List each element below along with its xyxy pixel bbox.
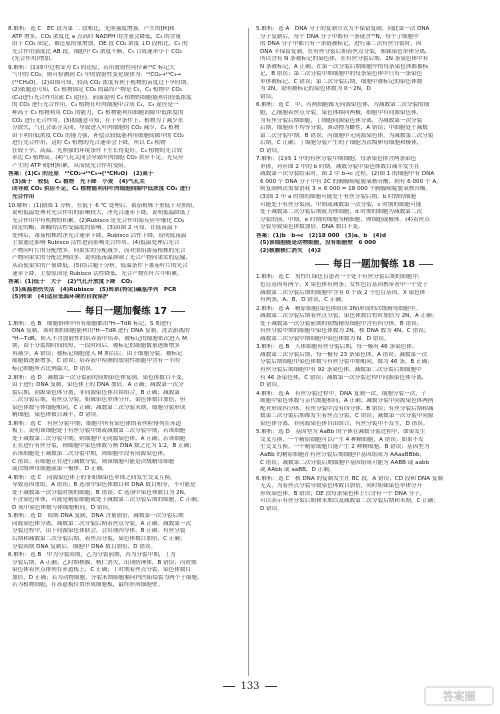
text-line: CO₂ 进行光合作用。(3)据题意可知，在干旱条件下，植物为了减少水 xyxy=(12,117,184,124)
answer-item xyxy=(8,65,244,171)
text-line: 光合作用强度比 AB 段，细胞中 C₅ 浓度不断，C₅ 合成速率小于 CO₂ xyxy=(12,48,182,55)
text-line: 由于利用低浓度 CO₂ 的能力强，补偿点较低能利用细胞间隙中的 CO₂ xyxy=(12,132,184,139)
answer-item xyxy=(256,391,492,429)
text-line: 后期，细胞质不均等分裂，该动物为雌性，A 错误；甲细胞处于减数 xyxy=(260,125,428,132)
text-line: (3)高于 较低 C₄ 植物 光下降 小麦 (4)气孔关 xyxy=(12,178,145,185)
text-line: 分裂间期 DNA 复制后，细胞中 DNA 数目加倍，D 错误。 xyxy=(12,543,157,550)
text-line: 细胞中染色体数与亲代细胞相同，A 正确；减数分裂中同源染色体两两 xyxy=(260,398,434,405)
text-line: 主要通过影响 Rubisco 活性进而影响光合作用。(4)低温处理后光合 xyxy=(12,240,180,247)
heading-rule-right xyxy=(171,311,185,312)
text-line: 减数第一次分裂结束时，图 2 中 b→c 过程。(2)图 1 的细胞中有 DNA xyxy=(260,171,435,178)
answer-item xyxy=(256,102,492,155)
answer-item xyxy=(256,429,492,474)
text-line: (2)依题意可知，C₃ 植物固定 CO₂ 的最终产物是 C₃，C₄ 植物中 CO₂ xyxy=(12,87,183,94)
text-line: 9.解析：(1)图中过程①为 C₃ 的还原，若用放射性同位素¹⁴C 标记大 xyxy=(8,64,175,71)
text-line: 期，由于分裂期时间较短，一段时间后，被标记的细胞数量逐渐增多 xyxy=(12,343,180,350)
text-line: (5)转录 (4)适应低温环境的自我保护 xyxy=(12,294,109,301)
text-line: 染色体分离，非同源染色体自由组合，有丝分裂中不发生，D 错误。 xyxy=(260,420,429,427)
text-line: DNA 复制，该时期的细胞能利用³H—TdR 进行 DNA 复制，洗去游离的 xyxy=(12,328,190,335)
text-line: 或次级卵母细胞或第一极体，D 正确。 xyxy=(12,466,108,473)
text-line: 4.解析：选 A 有丝分裂过程中，DNA 复制一次，细胞分裂一次，子 xyxy=(256,390,427,397)
answer-item xyxy=(256,26,492,101)
text-line: 种高于 C₃ 植物利用 CO₂ 的能力，C₄ 植物能利用细胞间隙中低浓度的 xyxy=(12,110,184,117)
text-line: C 错误；若细胞正在进行减数分裂，则该细胞可能是次级精母细胞 xyxy=(12,458,175,465)
text-line: 分散失，气孔会部分关闭，导致进入叶肉细胞的 CO₂ 减少，C₄ 植物 xyxy=(12,125,180,132)
text-line: 由于 CO₂ 固定，被还原的量增加，DE 段 CO₂ 浓度 ↓D 段相比，C₅ 的 xyxy=(12,41,188,48)
answer-item xyxy=(256,233,492,256)
text-line: 色盲基因有两个，X 染色体有两条；女性色盲基因携带者中一个处于 xyxy=(260,281,428,288)
text-line: 可以表示有丝分裂后期和末期以及减数第二次分裂后期和末期，C 正确； xyxy=(260,498,440,505)
text-line: 处理后，番茄植株的净光合速率下降，Rubisco 活性下降，说明低夜温 xyxy=(12,232,187,239)
answer-item xyxy=(256,344,492,389)
text-line: 分裂后期细胞中染色体数与有丝分裂中期相同，都为 46 条，B 正确； xyxy=(260,359,433,366)
text-line: 为 2N，说明被标记的染色体数为 0～2N，D xyxy=(260,86,371,93)
column-divider xyxy=(248,28,249,676)
answer-item xyxy=(8,552,244,590)
text-line: 数第二次分裂后期都发生着丝点分裂，C 错误；减数第一次分裂中同源 xyxy=(260,413,434,420)
text-line: 1.解析：选 C 男性红绿色盲患者一个处于有丝分裂后期的细胞中， xyxy=(256,274,424,281)
text-line: 裂后期，同源染色体分离，非同源染色体自由组合，B 正确；减数第 xyxy=(12,389,180,396)
text-line: 2.解析：选 A 精原细胞(染色体组成 2N)形成的次级精母细胞中， xyxy=(256,305,421,312)
text-line: 产物向叶片的分配增多，向果实的分配减少，而对照组番茄植株的光合 xyxy=(12,247,186,254)
text-line: 减数第二次分裂后期的细胞中含有 0 个或 2 个色盲基因，X 染色体 xyxy=(260,289,426,296)
text-line: 处于减数第二次分裂中期，则细胞中无同源染色体，A 正确；若该细胞 xyxy=(12,435,186,442)
text-line: 处于减数第一次分裂前期的初级精母细胞中含有四分体，B 错误； xyxy=(260,320,423,327)
text-line: 后期和减数第二次分裂后期，着丝点分裂，染色体数目加倍，C 正确； xyxy=(12,536,186,542)
text-line: 3.解析：选 B 人体细胞有丝分裂后期，每一极有 46 条染色体， xyxy=(256,344,418,351)
answer-item xyxy=(256,306,492,344)
text-line: 不含染色单体，可能是精原细胞或处于减数第二次分裂后期的细胞，C 正确； xyxy=(12,497,203,504)
text-line: 错误。 xyxy=(260,93,277,100)
text-line: (光合作用)增加。 xyxy=(12,56,56,63)
text-line: 3.解析：选 C 有丝分裂中期，细胞中所有染色体的着丝粒排列在赤道 xyxy=(8,420,182,427)
text-line: 由于进行 DNA 复制，染色体上的 DNA 加倍，A 正确；减数第一次分 xyxy=(12,382,184,389)
text-line: 说明低温处理对光合作用的影响较大，净光合速率下降，说明低温降低了 xyxy=(12,210,192,217)
text-line: 配对形成四分体，有丝分裂中没有四分体，B 错误；有丝分裂后期和减 xyxy=(260,405,434,412)
text-line: 5.解析：选 D 基因型为 AaBb 的个体在减数分裂过程中，如果发生 xyxy=(256,429,426,436)
answer-item xyxy=(256,156,492,231)
text-line: 同源染色体分离，减数第二次分裂后期着丝点分裂，A 正确；减数第一次 xyxy=(12,520,192,527)
text-line: 1.解析：选 B 细胞群体中所有细胞都用³H—TdR 标记，S 期进行 xyxy=(8,320,173,327)
answer-item xyxy=(8,279,244,302)
text-line: (5)该细胞能是动物细胞，没有细胞壁 6 000 xyxy=(260,240,377,247)
text-line: ³H—TdR，转入不含放射性的培养液中培养，被标记的细胞依次进入 M xyxy=(12,335,187,342)
text-line: 减数第二次分裂后期，每一极有 23 条染色体，A 错误；减数第一次 xyxy=(260,351,428,358)
text-line: 加倍，D 正确；若为动物细胞，分裂末期细胞膜向内凹陷缢裂为两个子细胞， xyxy=(12,574,203,581)
text-line: (3)高温损伤失活 (4)Rubisco (5)转录(特定)碱基序列 PCR xyxy=(12,286,177,293)
heading-rule-left xyxy=(315,264,329,265)
text-line: 有丝分裂后期细胞中有 92 条染色体，减数第二次分裂后期细胞中 xyxy=(260,366,422,373)
text-line: 为有丝分裂后期细胞，丁细胞同源染色体分离，为减数第一次分裂 xyxy=(260,117,423,124)
left-column xyxy=(8,26,244,591)
section-heading xyxy=(256,258,492,271)
watermark-logo xyxy=(424,684,494,708)
text-line: 导致基因重组，A 错误；B 选项中染色体数目和 DNA 数目相等，不可能是 xyxy=(12,482,196,489)
text-line: 或 AAbb 或 aaBB，D 正确。 xyxy=(260,467,335,474)
text-line: 正在进行有丝分裂，则细胞中染色体数与核 DNA 数之比为 1∶2，B 正确； xyxy=(12,443,195,450)
text-line: 答案：(1)b b→c (2)18 000 (3)a、b (4)d xyxy=(256,232,386,239)
text-line: 若该细胞处于减数第二次分裂中期，则细胞中没有同源染色体， xyxy=(12,450,169,457)
text-line: 在较干旱、高温、光照强的环境条件下生长得更好，C₄ 植物的光合效 xyxy=(12,147,183,154)
text-line: 率比 C₃ 植物高。(4)气孔关闭会导致叶肉细胞 CO₂ 供应不足，光反应 xyxy=(12,155,184,162)
text-line: 2.解析：选 D 减数第一次分裂前的间期染色体复制，染色体数目不变， xyxy=(8,374,188,381)
text-line: C 错误；减数第二次分裂后期细胞中基因组成可能为 AABB 或 aabb xyxy=(260,459,430,466)
text-line: 气中的 CO₂，则可检测到 C₃ 中的放射性变化规律为：¹⁴CO₂→¹⁴C₃→ xyxy=(12,72,181,79)
text-line: 精细胞，染色体数目减半，D 错误。 xyxy=(12,412,102,419)
text-line: 单体被标记，C 错误；第二次分裂后期，细胞中被标记的染色体数 xyxy=(260,78,423,85)
text-line: 有丝分裂中期的细胞中染色体数为 2N，核 DNA 数为 4N，C 错误； xyxy=(260,328,430,335)
text-line: 无关，为着丝点分裂导致染色体数目加倍，同时姐妹染色单体分开 xyxy=(260,483,423,490)
text-line: 细胞数逐渐增多，C 错误；培养液中检测的放射性细胞中含有一半的 xyxy=(12,358,180,365)
answer-item xyxy=(8,475,244,513)
text-line: 的 CO₂ 进行光合作用，C₄ 植物在叶肉细胞中合成 C₄，C₄ 途径是一 xyxy=(12,102,179,109)
text-line: N 条被标记，A 正确；在第一次分裂后期细胞中的每条染色体都被标 xyxy=(260,63,429,70)
answer-item xyxy=(8,421,244,474)
section-title: 每日一题加餐练 17 xyxy=(85,305,167,317)
text-line: 5.解析：选 D 间期 DNA 复制，DNA 含量加倍，减数第一次分裂后期 xyxy=(8,513,184,520)
text-line: (3)图 2 中 a 时期的细胞可能处于有丝分裂后期，b 时期的细胞 xyxy=(260,194,417,201)
text-line: 交叉互换，一个精原细胞可以产生 4 种精细胞，A 错误；如果不发 xyxy=(260,436,424,443)
text-line: 后期，C 正确；丁细胞分裂产生的子细胞为次级卵母细胞和极体， xyxy=(260,140,423,147)
text-line: 分裂导致染色体数加倍，DNA 数目不变。 xyxy=(260,224,364,231)
answer-item xyxy=(8,203,244,278)
text-line: 板上，说明该细胞处于有丝分裂中期或减数第二次分裂中期，若该细胞 xyxy=(12,428,186,435)
text-line: 标记细胞所占比例最大，D 错误。 xyxy=(12,365,97,372)
text-line: 分裂过程中，由于同源染色体联会，会出现四分体，B 正确；有丝分裂 xyxy=(12,528,186,535)
text-line: 4.解析：选 C 同源染色体上的非姐妹染色单体之间发生交叉互换， xyxy=(8,474,176,481)
text-line: 从而使果实的产量降低。(5)结合题干分析，低温条件下番茄叶片的光合 xyxy=(12,262,188,269)
text-line: AaBb 的精原细胞在有丝分裂后期细胞中基因组成为 AAaaBBbb， xyxy=(260,451,426,458)
text-line: 有 46 条染色体，C 错误；减数第一次分裂过程中同源染色体分离， xyxy=(260,374,428,381)
text-line: 有两条，A、B、D 错误，C 正确。 xyxy=(260,297,347,304)
text-line: 单体，对应图 2 中的 b 时期，减数分裂中染色体数目减半发生在 xyxy=(260,163,420,170)
text-line: 分子复制后，每个 DNA 分子中都有一条链含¹⁵N，每个子细胞中 xyxy=(260,33,419,40)
text-line: D 项中染色体数与体细胞相同，D 错误。 xyxy=(12,504,114,511)
text-line: 8.解析：选 C EC 段为第 二 段相比，光照强度增强，产生的[H]和 xyxy=(8,26,175,32)
text-line: 6.解析：选 C 甲、丙两细胞都无同源染色体，为减数第二次分裂的细 xyxy=(256,102,430,109)
answer-item xyxy=(256,274,492,304)
text-line: 6.解析：选 C 核 DNA 的复制发生在 BC 段，A 错误；CD 段和 DNA 复制 xyxy=(256,475,444,482)
answer-item xyxy=(8,321,244,374)
text-line: 处于减数第二次分裂后期或为体细胞，d 时期的细胞为减数第二次 xyxy=(260,209,422,216)
answer-item xyxy=(8,375,244,420)
text-line: 生交叉互换，一个精原细胞只能产生 2 种精细胞，B 错误；基因型为 xyxy=(260,444,430,451)
text-line: 进行光合作用，这时 C₃ 植物的光合速率会下降，所以 C₄ 植物 xyxy=(12,140,166,147)
text-line: 产物向果实的分配比例较多，说明低夜温抑制了光合产物向果实的运输， xyxy=(12,255,192,262)
answer-item xyxy=(256,476,492,514)
text-line: 产生的 ATP 和[H]积累，从而使光合作用受阻。 xyxy=(12,162,130,169)
text-line: (C₄)进行光合作用(或 C₃ 途径)。前面说明 C₄ 植物的细胞能利用较低浓度 xyxy=(12,94,192,101)
text-line: 光合作用中有机物的积累。(2)Rubisco 是光合作用暗反应中催化 CO₂ xyxy=(12,217,185,224)
text-line: 染色体着丝点排列在赤道板上，C 正确；丁时期着丝点分裂，染色体数目 xyxy=(12,567,192,574)
section-heading xyxy=(8,305,244,318)
text-line: 可能处于有丝分裂前、中期或减数第一次分裂，c 时期的细胞可能 xyxy=(260,201,422,208)
text-line: 10.解析：(1)据图 1 分析，在低于 6 ℃ 处理后，番茄植株干重低于对照组， xyxy=(8,202,199,209)
text-line: 光合作用 xyxy=(12,194,35,201)
text-line: (¹⁴CH₂O)。(2)由图可知，较高 CO₂ 浓度有利于植物幼苗度过干旱时期。 xyxy=(12,79,192,86)
text-line: 的 DNA 分子中都只有一条链被标记，进行第二次有丝分裂时，因 xyxy=(260,41,422,48)
text-line: 答案：(1)C₅ 的还原 ¹⁴CO₂→¹⁴C₃→(¹⁴CH₂O) (2)高于 xyxy=(8,171,154,178)
answer-item xyxy=(8,26,244,64)
right-column xyxy=(256,26,492,514)
text-line: 5.解析：选 A DNA 分子的复制方式为半保留复制，因此第一次 DNA xyxy=(256,26,430,32)
text-line: 所以含有 N 条被标记的染色体，在有丝分裂后期，2N 条染色体中有 xyxy=(260,56,429,63)
page-number-dash-left xyxy=(223,686,235,687)
section-title: 每日一题加餐练 18 xyxy=(333,259,415,271)
text-line: 染色体数与体细胞相同，C 正确；减数第二次分裂末期，细胞分裂形成 xyxy=(12,404,186,411)
answer-item xyxy=(8,171,244,201)
text-line: 处于减数第一次分裂时期的细胞，B 错误；C 选项中染色体数目为 2N， xyxy=(12,489,190,496)
text-line: 7.解析：(1)图 1 中的有丝分裂中期细胞，每条染色体含两条染色 xyxy=(256,156,417,163)
text-line: 胞，乙细胞着丝点分裂，染色体移向两极，细胞中有同源染色体， xyxy=(260,110,423,117)
text-line: 6 000 个 DNA 分子中有 2C 的胸腺嘧啶脱氧核苷酸，则有 6 000 个 A， xyxy=(260,178,442,185)
text-line: 第二次分裂中期，B 错误；丙细胞中无同源染色体，为减数第二次分裂 xyxy=(260,132,434,139)
text-line: 形成染色体，B 错误；DE 段每条染色体上只含有一个 DNA 分子， xyxy=(260,490,426,497)
text-line: 减数第二次分裂中期细胞中染色体数为 N，D 错误。 xyxy=(260,335,390,342)
page-number-dash-right xyxy=(265,686,277,687)
text-line: 减数第二次分裂后期着丝点分裂，染色体数目暂时加倍为 2N，A 正确； xyxy=(260,313,438,320)
text-line: DNA 半保留复制，在有丝分裂后期着丝点分裂，姐妹染色单体分离， xyxy=(260,48,431,55)
text-line: 则复制两次需要消耗 3 × 6 000 = 18 000 个胸腺嘧啶脱氧核苷酸。 xyxy=(260,186,432,193)
text-line: 若为植物细胞，在赤道板位置形成细胞板，最终形成细胞壁。 xyxy=(12,582,164,589)
text-line: 分裂的前、中期，e 时期的细胞为精细胞、卵细胞或极体。(4)着丝点 xyxy=(260,216,430,223)
text-line: ATP 增多，CO₂ 浓度比 a 点高时 NADPH 的含量会降低，C₃ 的含量 xyxy=(12,33,181,40)
heading-rule-left xyxy=(67,311,81,312)
text-line: D 错误。 xyxy=(260,382,283,389)
text-line: (2)核膜核仁消失 (4)2 xyxy=(260,247,322,254)
text-line: 6.解析：选 B 甲为分裂间期，乙为分裂前期，丙为分裂中期，丁为 xyxy=(8,552,176,559)
heading-rule-right xyxy=(419,264,433,265)
text-line: 再减少。A 错误；被标记细胞进入 M 期以后，由于细胞分裂，被标记 xyxy=(12,350,183,357)
text-line: 记，B 错误；第二次分裂中期细胞中的每条染色体中只有一条染色 xyxy=(260,71,423,78)
text-line: 答案：(1)低于 大于 (2)气孔开放度下降 CO₂ xyxy=(8,279,133,286)
page-number-value: 133 xyxy=(240,681,260,692)
text-line: D 错误。 xyxy=(260,147,283,154)
text-line: 闭导致 CO₂ 供应不足，C₄ 植物能利用叶肉细胞间隙中低浓度 CO₂ 进行 xyxy=(12,186,191,193)
text-line: 分裂后期，A 正确；乙时期核膜、核仁消失，出现纺锤体，B 错误；丙时期 xyxy=(12,559,197,566)
svg-text:答案圈: 答案圈 xyxy=(442,690,476,703)
text-line: 固定的酶，该酶的活性受温度的影响。(3)由图 2 可知，在低夜温下 xyxy=(12,225,179,232)
text-line: D 错误。 xyxy=(260,505,283,512)
answer-item xyxy=(8,513,244,551)
text-line: 二次分裂后期，着丝点分裂，姐妹染色单体分开，染色体数目加倍，但 xyxy=(12,397,186,404)
text-line: 速率下降，主要原因是 Rubisco 活性降低、光合产物在叶片中积累。 xyxy=(12,270,183,277)
